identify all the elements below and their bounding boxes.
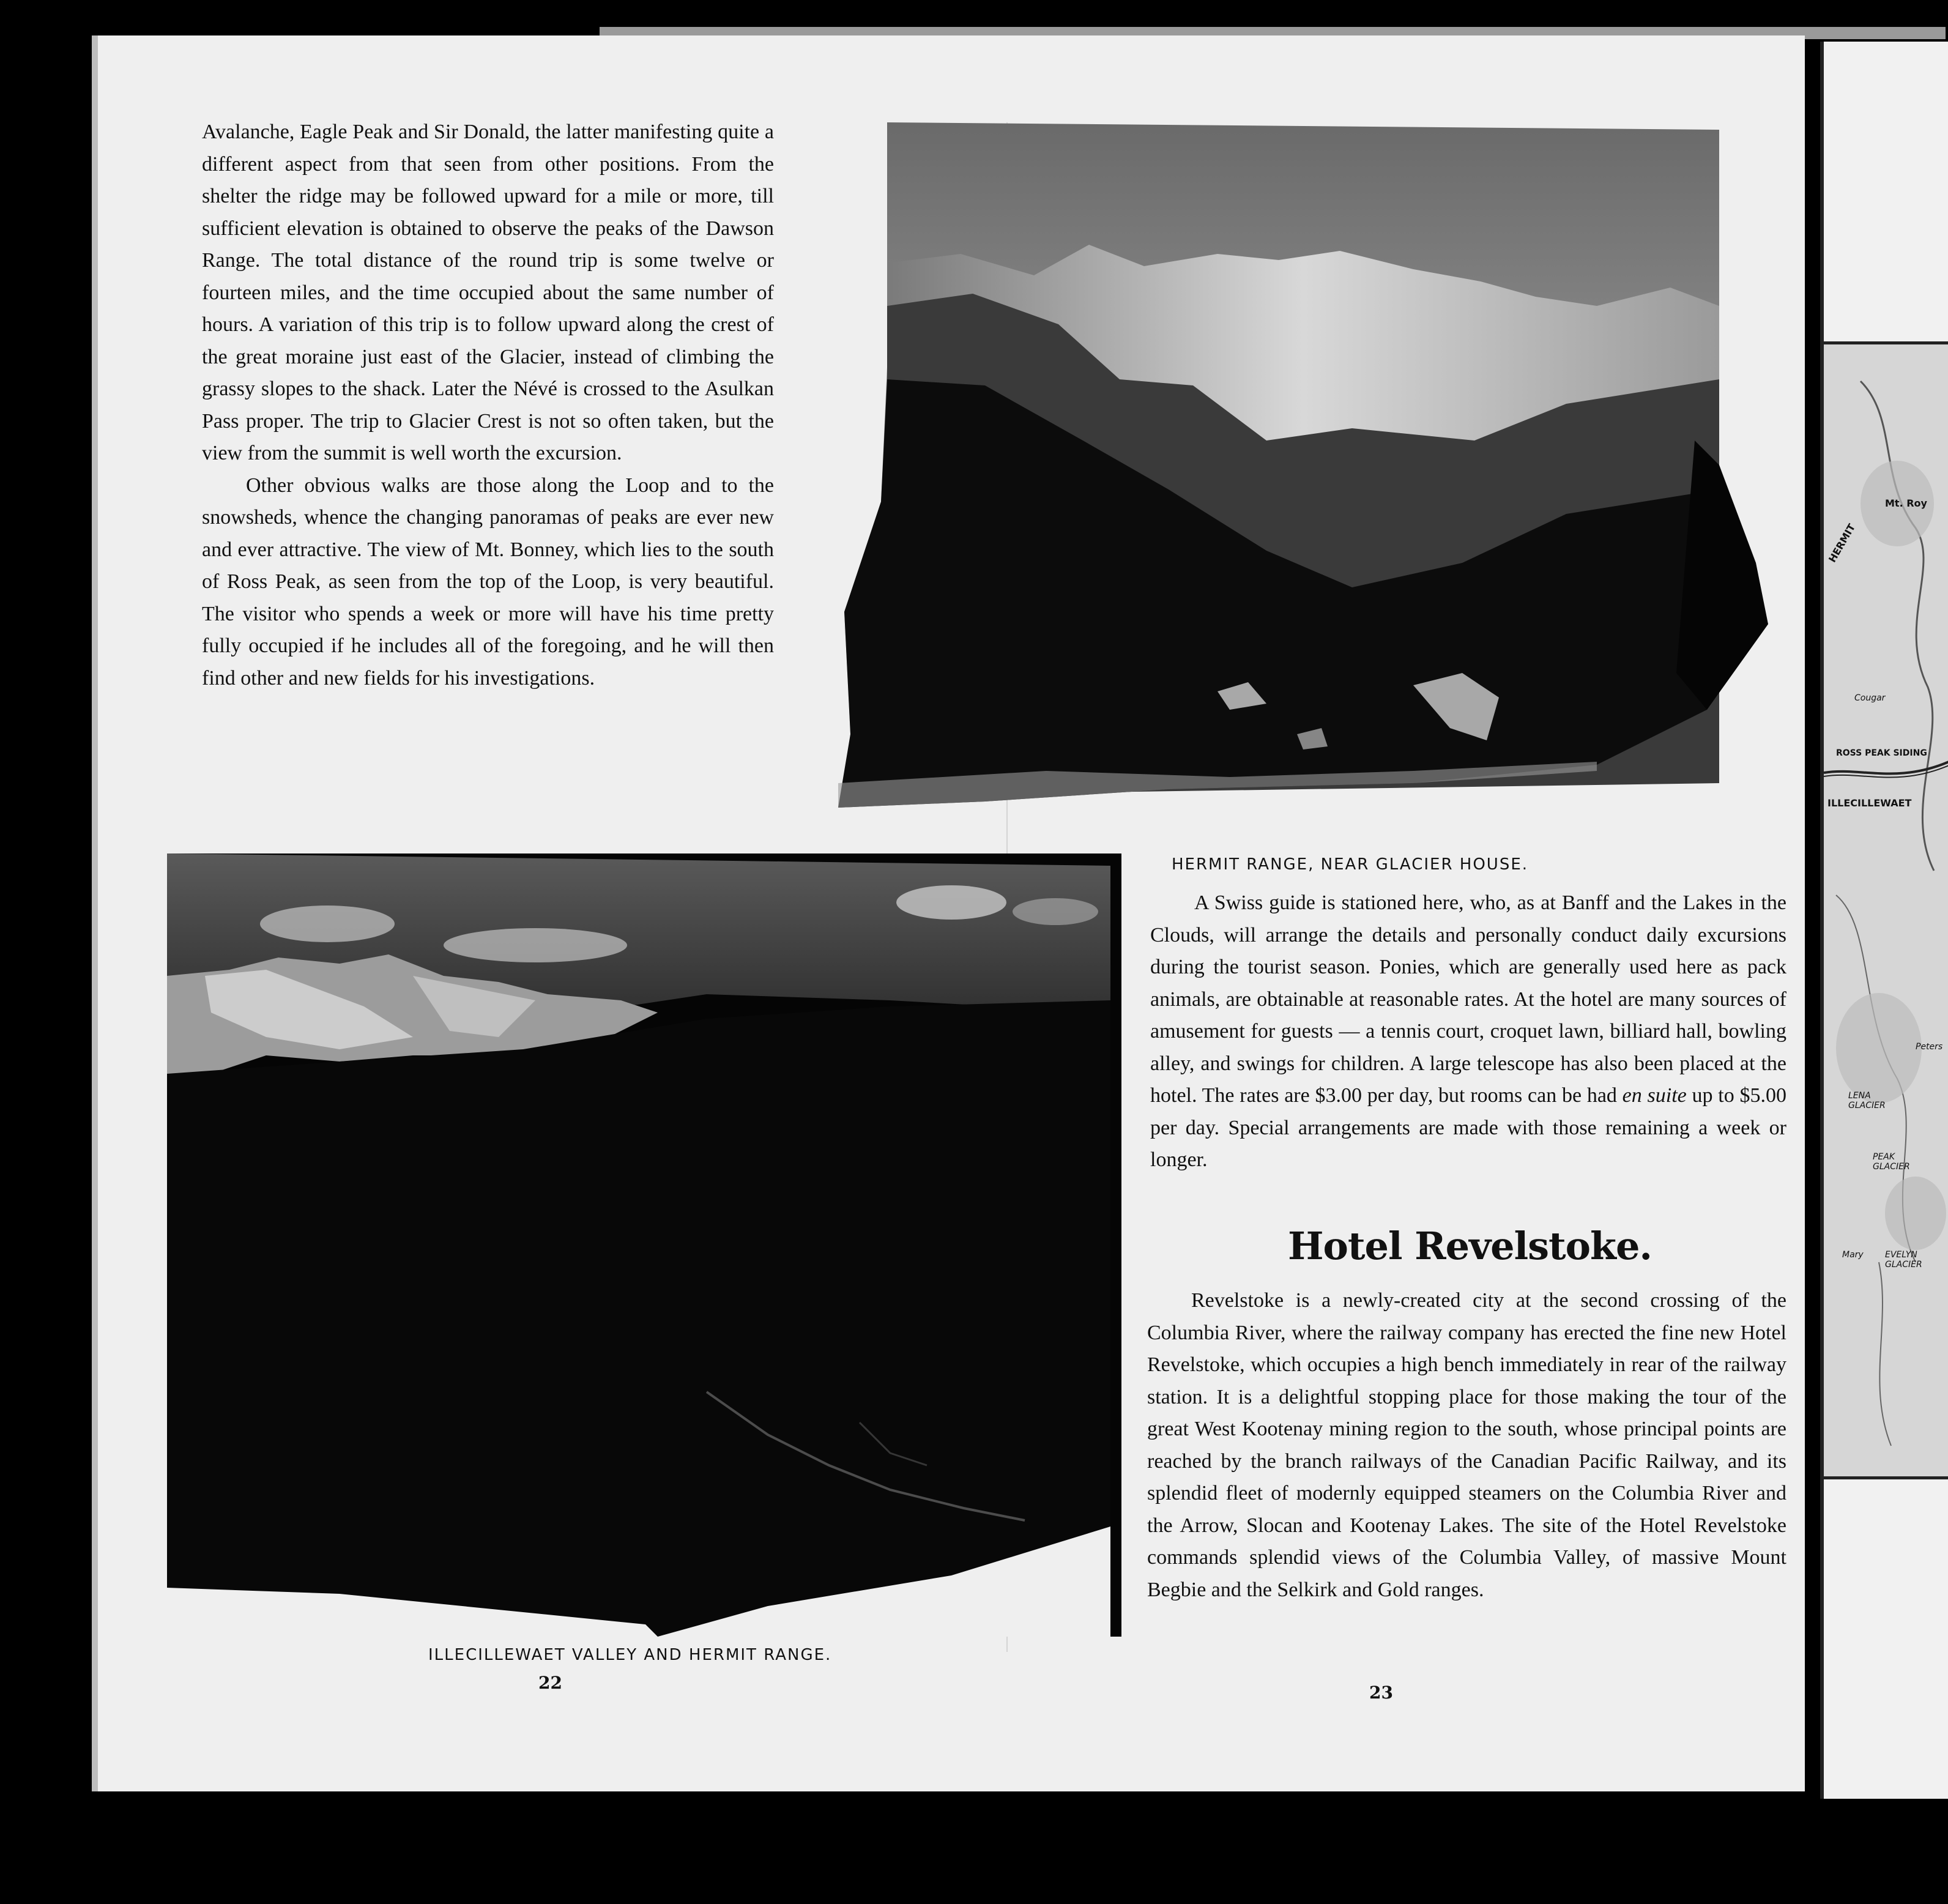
en-suite-italic: en suite [1622,1084,1687,1107]
page-number-right: 23 [1369,1683,1393,1703]
illecillewaet-valley-photo [156,853,1123,1637]
map-label-peak-glacier: PEAK GLACIER [1873,1152,1910,1172]
map-label-mt-roy: Mt. Roy [1885,497,1927,509]
hermit-range-caption: HERMIT RANGE, NEAR GLACIER HOUSE. [1172,855,1529,874]
revelstoke-paragraph: Revelstoke is a newly-created city at the second crossing of the Columbia River, where the railway company has erected the fine new Hotel Revelstoke, which occupies a high bench immediately in rear of the railway station. It is a delightful stopping place for those making the tour of the great West Kootenay mining region to the south, whose principal points are reached by the branch railways of the Canadian Pacific Railway, and its splendid fleet of modernly equipped steamers on the Columbia River and the Arrow, Slocan and Kootenay Lakes. The site of the Hotel Revelstoke commands splendid views of the Columbia Valley, of massive Mount Begbie and the Selkirk and Gold ranges. [1147,1289,1786,1601]
map-label-lena-glacier: LENA GLACIER [1848,1091,1886,1110]
hotel-revelstoke-heading: Hotel Revelstoke. [1287,1224,1652,1268]
swiss-guide-paragraph [1150,887,1786,1177]
revelstoke-text [1147,1285,1786,1676]
page-number-left: 22 [538,1673,562,1693]
facing-page-map [1820,42,1948,1799]
map-label-evelyn-glacier: EVELYN GLACIER [1885,1250,1922,1270]
left-paragraph-2: Other obvious walks are those along the Loop and to the snowsheds, whence the changing panoramas of peaks are ever new and ever attractive. The view of Mt. Bonney, which lies to the south of Ross Peak, as seen from the top of the Loop, is very beautiful. The visitor who spends a week or more will have his time pretty fully occupied if he includes all of the foregoing, and he will then find other and new fields for his investigations. [202,474,774,690]
margin-bleed-marks [122,961,141,1670]
left-column-text [202,116,774,838]
hermit-range-photo [801,122,1780,814]
left-paragraph-1: Avalanche, Eagle Peak and Sir Donald, the latter manifesting quite a different aspect from that seen from other positions. From the shelter the ridge may be followed upward for a mile or more, till sufficient elevation is obtained to observe the peaks of the Dawson Range. The total distance of the round trip is some twelve or fourteen miles, and the time occupied about the same number of hours. A variation of this trip is to follow upward along the crest of the great moraine just east of the Glacier, instead of climbing the grassy slopes to the shack. Later the Névé is crossed to the Asulkan Pass proper. The trip to Glacier Crest is not so often taken, but the view from the summit is well worth the excursion. [202,121,774,464]
map-label-ross-peak-siding: ROSS PEAK SIDING [1836,748,1927,758]
map-label-hermit: HERMIT [1826,521,1858,565]
map-label-peters: Peters [1916,1042,1943,1052]
swiss-guide-text-a: A Swiss guide is stationed here, who, as at Banff and the Lakes in the Clouds, will arrange the details and personally conduct daily excursions during the tourist season. Ponies, which are generally used here as pack animals, are obtainable at reasonable rates. At the hotel are many sources of amusement for guests — a tennis court, croquet lawn, billiard hall, bowling alley, and swings for children. A large telescope has also been placed at the hotel. The rates are $3.00 per day, but rooms can be had [1150,891,1786,1107]
map-label-cougar: Cougar [1854,693,1886,703]
swiss-guide-text-b: up to $5.00 per day. Special arrangements are made with those remaining a week or longer. [1150,1084,1786,1171]
map-label-mary: Mary [1842,1250,1864,1260]
map-label-illecillewaet: ILLECILLEWAET [1827,797,1912,809]
right-column-text [1150,887,1786,1230]
map-area [1824,341,1948,1479]
valley-caption: ILLECILLEWAET VALLEY AND HERMIT RANGE. [428,1646,832,1664]
